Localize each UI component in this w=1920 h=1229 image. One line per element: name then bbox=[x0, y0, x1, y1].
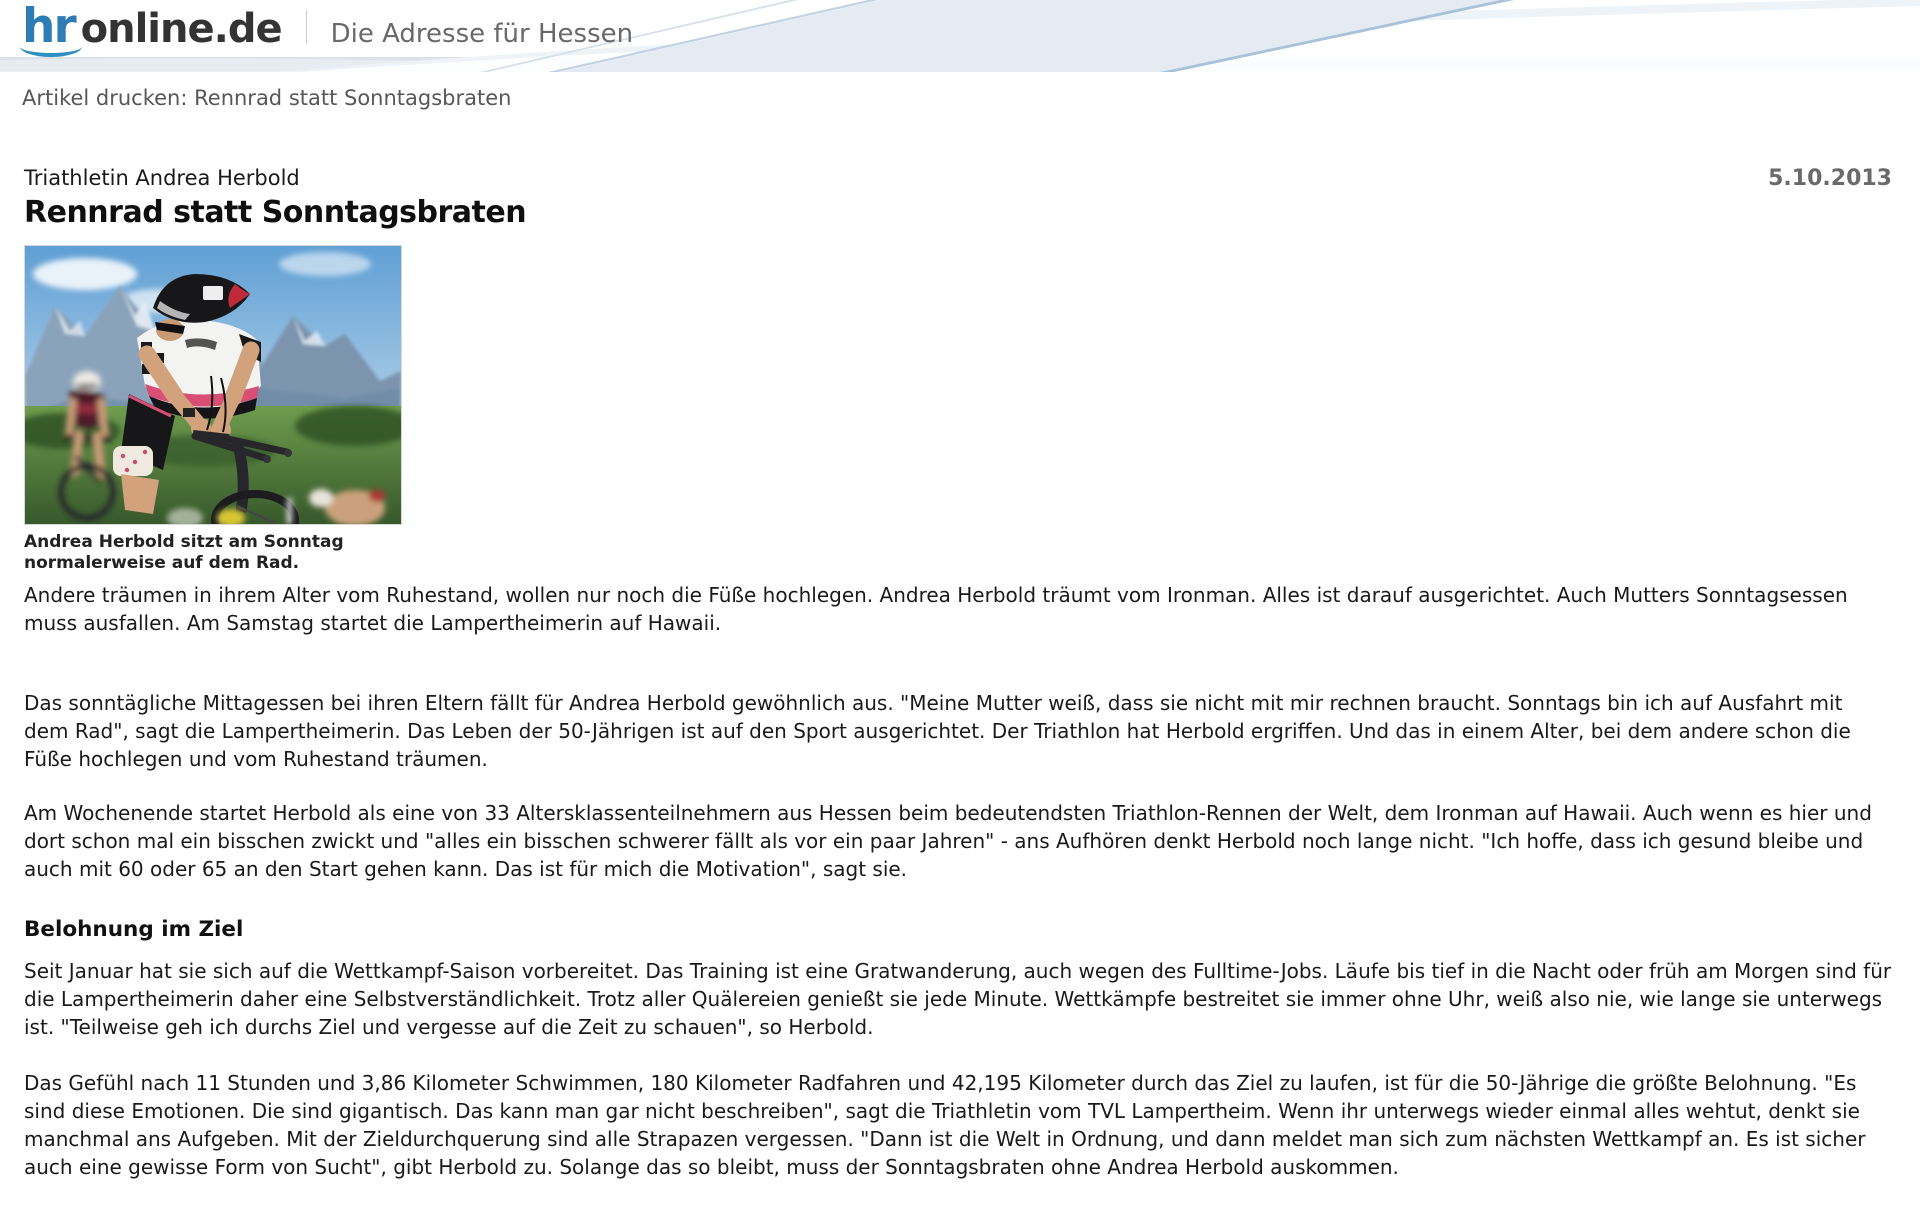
logo-separator bbox=[306, 10, 307, 44]
article-headline: Rennrad statt Sonntagsbraten bbox=[24, 195, 527, 230]
site-header bbox=[0, 0, 1920, 72]
logo-arc-swoosh bbox=[20, 36, 82, 57]
logo-domain-text: online.de bbox=[80, 6, 282, 52]
body-paragraph-2: Am Wochenende startet Herbold als eine von 33 Altersklassenteilnehmern aus Hessen beim bedeutendsten Triathlon-Rennen der Welt, dem Ironman auf Hawaii. Auch wenn es hier und dort schon mal ein bisschen zwickt und "alles ein bisschen schwerer fällt als vor ein paar Jahren" - ans Aufhören denkt Herbold noch lange nicht. "Ich hoffe, dass ich gesund bleibe und auch mit 60 oder 65 an den Start gehen kann. Das ist für mich die Motivation", sagt sie. bbox=[24, 801, 1872, 881]
article-kicker: Triathletin Andrea Herbold bbox=[24, 166, 300, 190]
body-paragraph-4: Das Gefühl nach 11 Stunden und 3,86 Kilometer Schwimmen, 180 Kilometer Radfahren und 42,195 Kilometer durch das Ziel zu laufen, ist für die 50-Jährige die größte Belohnung. "Es sind diese Emotionen. Die sind gigantisch. Das kann man gar nicht beschreiben", sagt die Triathletin vom TVL Lampertheim. Wenn ihr unterwegs wieder einmal alles wehtut, denkt sie manchmal ans Aufgeben. Mit der Zieldurchquerung sind alle Strapazen vergessen. "Dann ist die Welt in Ordnung, und dann meldet man sich zum nächsten Wettkampf an. Es ist sicher auch eine gewisse Form von Sucht", gibt Herbold zu. Solange das so bleibt, muss der Sonntagsbraten ohne Andrea Herbold auskommen. bbox=[24, 1071, 1866, 1179]
article bbox=[0, 166, 1920, 1181]
body-paragraph-1: Das sonntägliche Mittagessen bei ihren Eltern fällt für Andrea Herbold gewöhnlich aus. "Meine Mutter weiß, dass sie nicht mit mir rechnen braucht. Sonntags bin ich auf Ausfahrt mit dem Rad", sagt die Lampertheimerin. Das Leben der 50-Jährigen ist auf den Sport ausgerichtet. Der Triathlon hat Herbold ergriffen. Und das in einem Alter, bei dem andere schon die Füße hochlegen und vom Ruhestand träumen. bbox=[24, 691, 1851, 771]
article-figure bbox=[24, 245, 1892, 574]
site-tagline: Die Adresse für Hessen bbox=[330, 19, 634, 49]
logo-hr-mark bbox=[22, 0, 75, 54]
body-paragraph-3: Seit Januar hat sie sich auf die Wettkampf-Saison vorbereitet. Das Training ist eine Gratwanderung, auch wegen des Fulltime-Jobs. Läufe bis tief in die Nacht oder früh am Morgen sind für die Lampertheimerin daher eine Selbstverständlichkeit. Trotz aller Quälereien genießt sie jede Minute. Wettkämpfe bestreitet sie immer ohne Uhr, weiß also nie, wie lange sie unterwegs ist. "Teilweise geh ich durchs Ziel und vergesse auf die Zeit zu schauen", so Herbold. bbox=[24, 959, 1892, 1039]
kicker-row bbox=[24, 166, 1892, 191]
logo-hr-text: hr bbox=[22, 0, 75, 54]
hr-online-logo[interactable] bbox=[22, 2, 633, 52]
print-page-title: Artikel drucken: Rennrad statt Sonntagsbraten bbox=[22, 86, 512, 110]
article-subheading: Belohnung im Ziel bbox=[24, 917, 244, 942]
lead-paragraph: Andere träumen in ihrem Alter vom Ruhestand, wollen nur noch die Füße hochlegen. Andrea Herbold träumt vom Ironman. Alles ist darauf ausgerichtet. Auch Mutters Sonntagsessen muss ausfallen. Am Samstag startet die Lampertheimerin auf Hawaii. bbox=[24, 583, 1848, 635]
photo-caption: Andrea Herbold sitzt am Sonntag normalerweise auf dem Rad. bbox=[24, 532, 344, 573]
article-photo bbox=[24, 245, 402, 525]
article-date: 5.10.2013 bbox=[1768, 166, 1892, 191]
